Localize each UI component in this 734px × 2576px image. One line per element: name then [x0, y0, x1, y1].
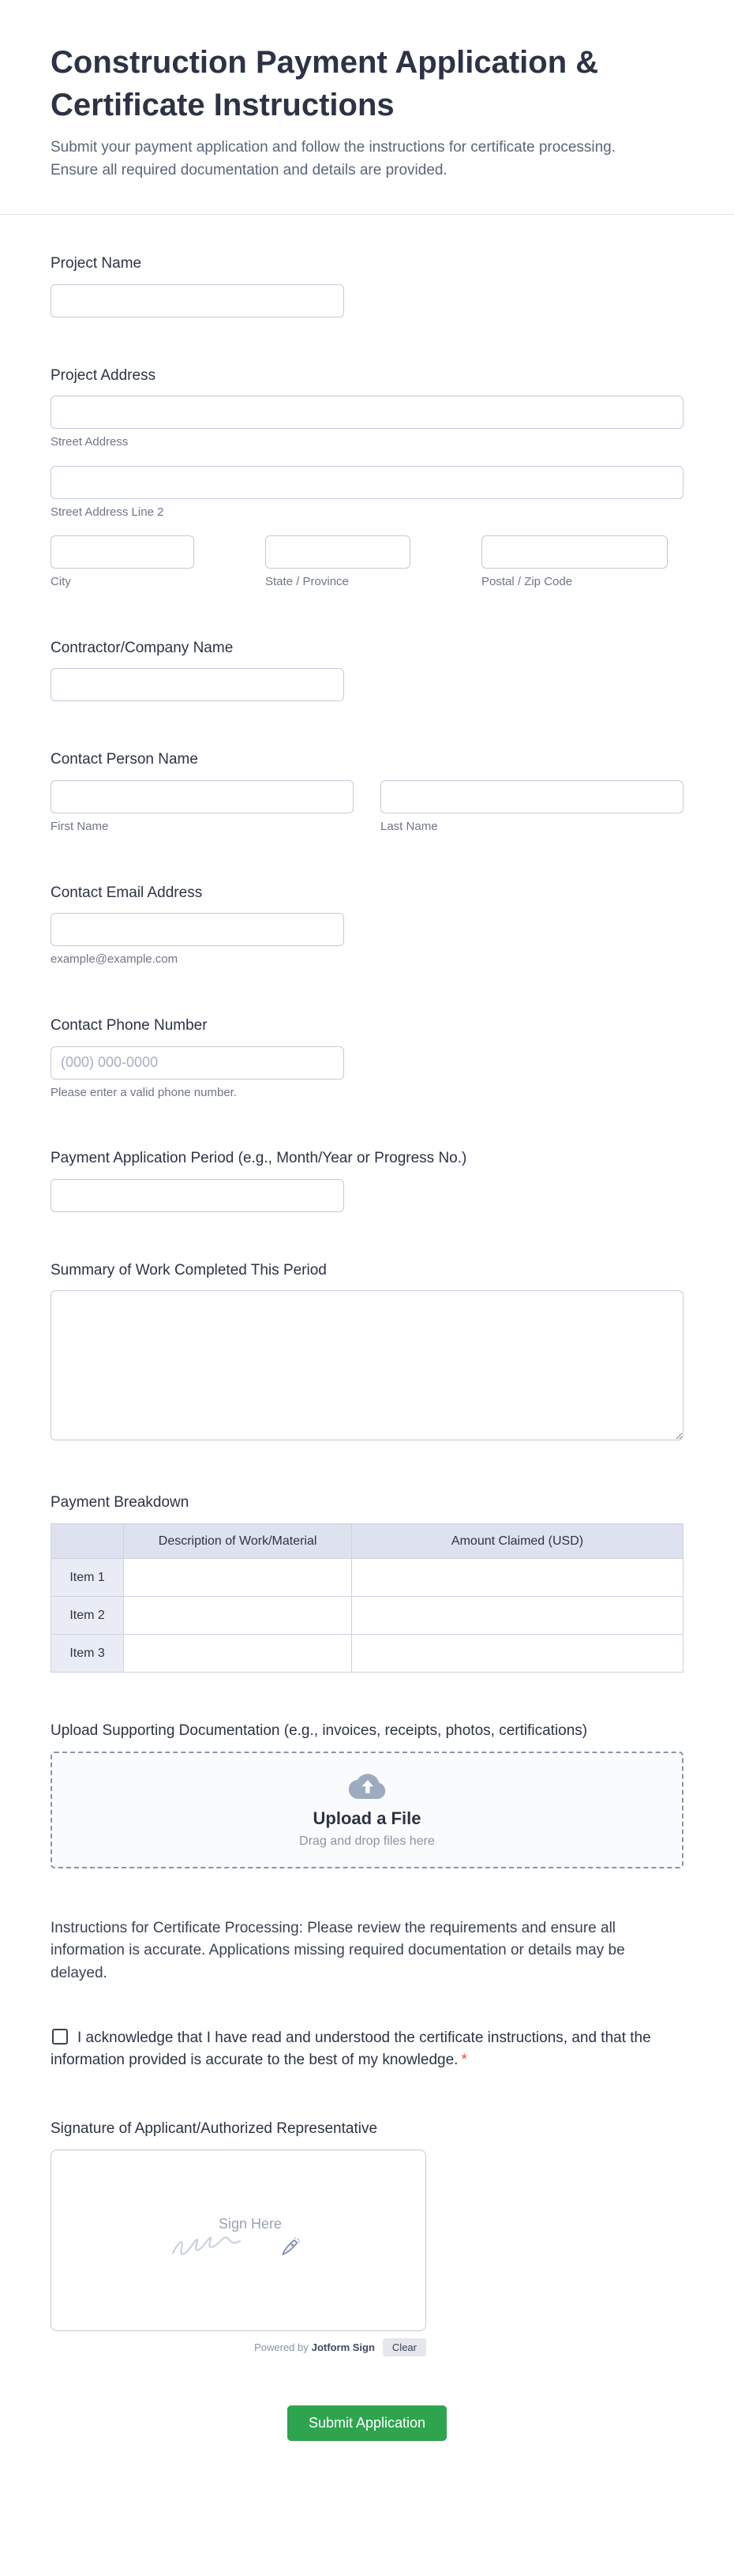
signature-decoration	[168, 2234, 301, 2265]
page-subtitle: Submit your payment application and follow the instructions for certificate processing. Ensure all required documentation and details are provided.	[51, 139, 616, 179]
question-upload	[51, 1722, 683, 1868]
acknowledgement-row[interactable]	[51, 2027, 683, 2071]
state-input[interactable]	[265, 535, 410, 569]
payment-breakdown-table	[51, 1523, 683, 1673]
contact-person-label: Contact Person Name	[51, 751, 198, 768]
street-address-input[interactable]	[51, 396, 683, 429]
city-input[interactable]	[51, 535, 194, 569]
street-address2-block	[51, 466, 683, 520]
cloud-upload-icon	[346, 1771, 388, 1804]
upload-file-button[interactable]: Upload a File	[313, 1808, 421, 1829]
jotform-sign-brand: Jotform Sign	[311, 2341, 375, 2353]
payment-period-input[interactable]	[51, 1179, 344, 1212]
payment-period-label: Payment Application Period (e.g., Month/Year or Progress No.)	[51, 1150, 467, 1166]
table-header-amount: Amount Claimed (USD)	[352, 1524, 683, 1559]
question-work-summary	[51, 1261, 683, 1445]
table-corner-cell	[51, 1524, 124, 1559]
signature-pad[interactable]	[51, 2150, 426, 2331]
item3-amount-input[interactable]	[352, 1635, 683, 1672]
item2-amount-input[interactable]	[352, 1598, 683, 1634]
item1-amount-input[interactable]	[352, 1560, 683, 1596]
file-dropzone[interactable]	[51, 1752, 683, 1868]
last-name-block	[380, 780, 683, 835]
street-address2-input[interactable]	[51, 466, 683, 499]
table-header-row	[51, 1524, 683, 1559]
question-acknowledgement	[51, 2027, 683, 2071]
street-address2-sublabel: Street Address Line 2	[51, 505, 164, 519]
street-address-sublabel: Street Address	[51, 435, 129, 449]
item1-description-cell[interactable]	[124, 1559, 352, 1597]
signature-footer	[51, 2338, 426, 2356]
first-name-block	[51, 780, 354, 835]
item1-amount-cell[interactable]	[352, 1559, 683, 1597]
payment-breakdown-label: Payment Breakdown	[51, 1494, 189, 1511]
last-name-input[interactable]	[380, 780, 683, 813]
question-contractor-name	[51, 639, 683, 702]
page-title: Construction Payment Application & Certificate Instructions	[51, 45, 599, 122]
work-summary-label: Summary of Work Completed This Period	[51, 1261, 327, 1279]
clear-signature-button[interactable]: Clear	[383, 2338, 426, 2356]
item3-description-input[interactable]	[124, 1635, 351, 1672]
table-row	[51, 1635, 683, 1673]
submit-button[interactable]: Submit Application	[287, 2405, 447, 2441]
upload-label: Upload Supporting Documentation (e.g., invoices, receipts, photos, certifications)	[51, 1722, 588, 1740]
submit-row	[51, 2405, 683, 2441]
state-sublabel: State / Province	[265, 575, 349, 589]
work-summary-textarea[interactable]	[51, 1290, 683, 1440]
acknowledgement-text: I acknowledge that I have read and understood the certificate instructions, and that the information provided is accurate to the best of my knowledge.	[51, 2030, 651, 2068]
table-row-label: Item 2	[51, 1597, 124, 1635]
table-row	[51, 1597, 683, 1635]
item3-description-cell[interactable]	[124, 1635, 352, 1673]
contractor-name-label: Contractor/Company Name	[51, 639, 234, 656]
phone-label: Contact Phone Number	[51, 1016, 208, 1034]
table-row-label: Item 1	[51, 1559, 124, 1597]
phone-input[interactable]	[51, 1046, 344, 1080]
signature-squiggle-icon	[168, 2234, 279, 2265]
item3-amount-cell[interactable]	[352, 1635, 683, 1673]
zip-input[interactable]	[481, 535, 668, 569]
sign-here-placeholder: Sign Here	[218, 2216, 283, 2232]
project-name-label: Project Name	[51, 254, 142, 272]
signature-label: Signature of Applicant/Authorized Representative	[51, 2120, 378, 2138]
table-header-description: Description of Work/Material	[124, 1524, 352, 1559]
question-email	[51, 884, 683, 967]
name-row	[51, 780, 683, 835]
last-name-sublabel: Last Name	[380, 820, 438, 834]
item1-description-input[interactable]	[124, 1560, 351, 1596]
first-name-sublabel: First Name	[51, 820, 109, 834]
question-contact-person	[51, 750, 683, 834]
question-phone	[51, 1016, 683, 1100]
acknowledgement-checkbox[interactable]	[52, 2029, 68, 2045]
required-asterisk: *	[461, 2051, 467, 2068]
zip-block	[481, 535, 668, 590]
question-project-name	[51, 254, 683, 317]
pen-icon	[279, 2236, 301, 2262]
email-sublabel: example@example.com	[51, 952, 178, 967]
email-input[interactable]	[51, 913, 344, 946]
drag-drop-hint: Drag and drop files here	[299, 1834, 435, 1849]
item2-description-cell[interactable]	[124, 1597, 352, 1635]
contractor-name-input[interactable]	[51, 668, 344, 701]
powered-by-text: Powered by	[254, 2341, 309, 2353]
phone-sublabel: Please enter a valid phone number.	[51, 1085, 237, 1099]
project-name-input[interactable]	[51, 284, 344, 317]
form-body	[0, 215, 734, 2488]
form-header	[0, 0, 734, 215]
project-address-label: Project Address	[51, 366, 156, 384]
city-block	[51, 535, 194, 590]
table-row	[51, 1559, 683, 1597]
first-name-input[interactable]	[51, 780, 354, 813]
state-block	[265, 535, 410, 590]
question-signature	[51, 2120, 683, 2356]
item2-amount-cell[interactable]	[352, 1597, 683, 1635]
question-project-address	[51, 366, 683, 590]
zip-sublabel: Postal / Zip Code	[481, 575, 573, 589]
table-row-label: Item 3	[51, 1635, 124, 1673]
question-instructions	[51, 1917, 683, 1985]
street-address-block	[51, 396, 683, 450]
city-state-zip-row	[51, 535, 683, 590]
email-label: Contact Email Address	[51, 884, 203, 901]
question-payment-breakdown	[51, 1493, 683, 1673]
question-payment-period	[51, 1149, 683, 1212]
certificate-instructions-text: Instructions for Certificate Processing: Please review the requirements and ensure all information is accurate. Applications missing required documentation or details may be delayed.	[51, 1919, 625, 1981]
item2-description-input[interactable]	[124, 1598, 351, 1634]
city-sublabel: City	[51, 575, 71, 589]
